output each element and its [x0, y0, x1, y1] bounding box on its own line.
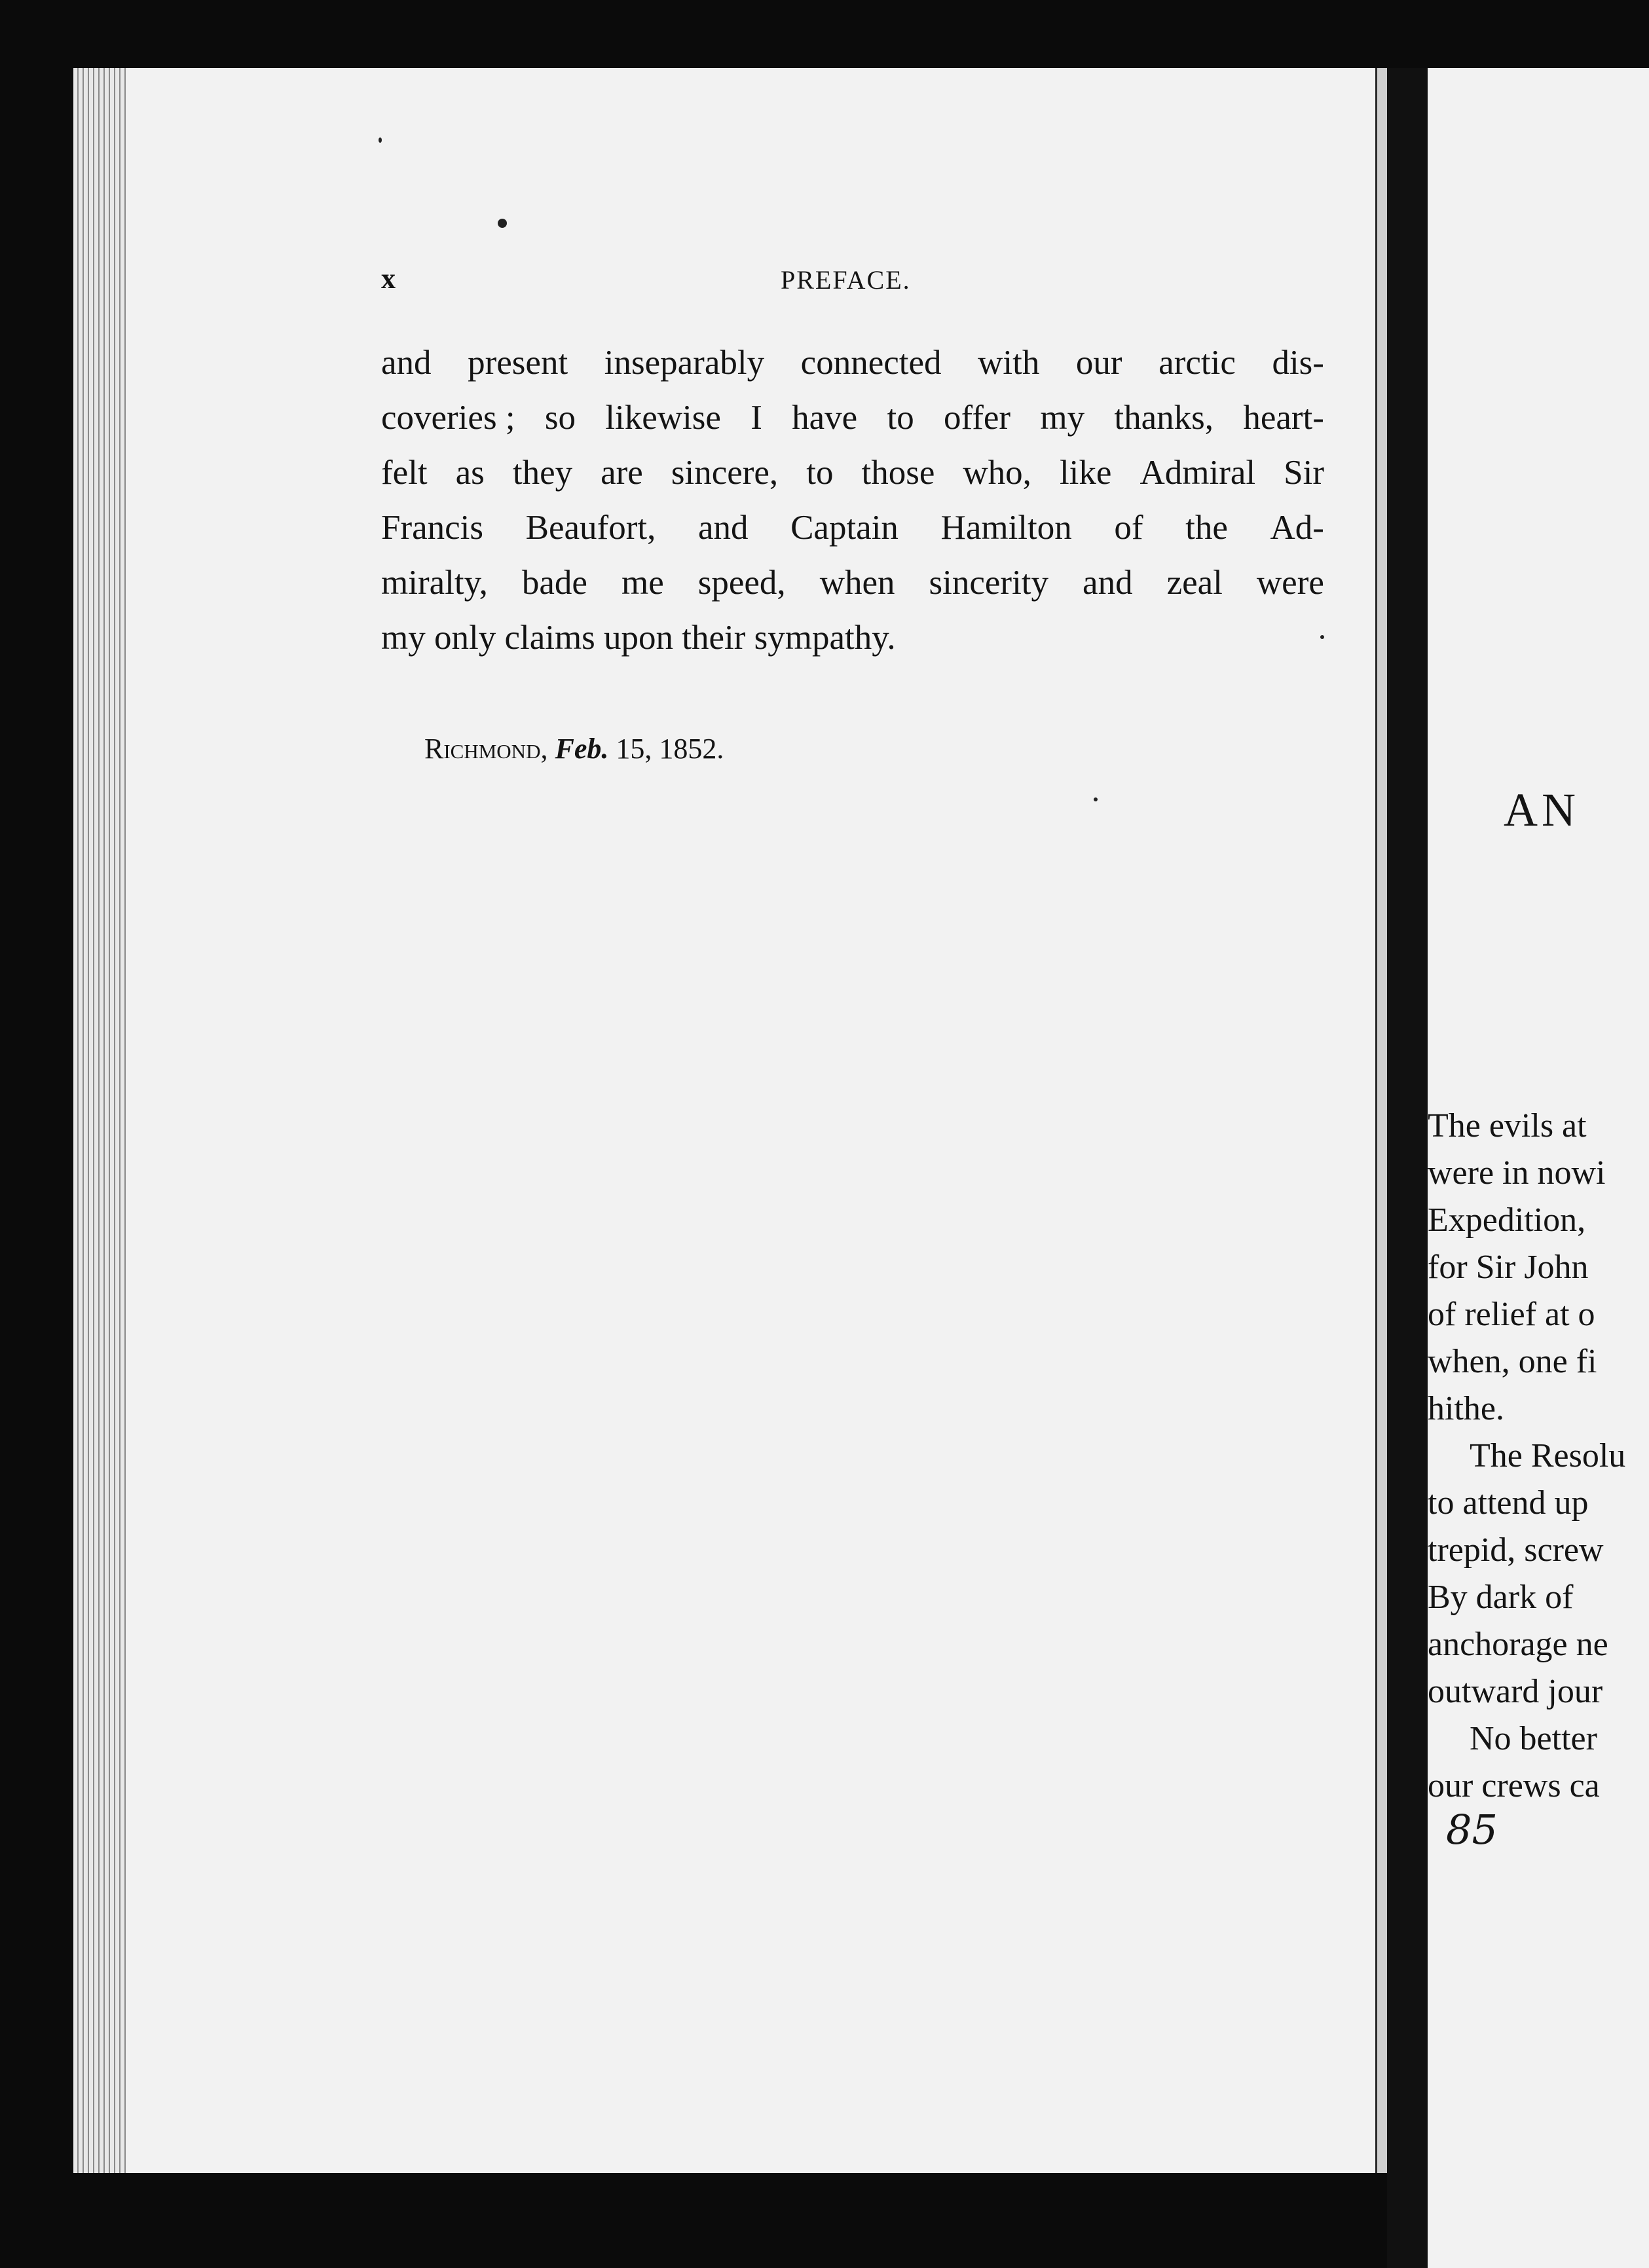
word: my	[1040, 399, 1085, 437]
word: so	[544, 399, 576, 437]
word: Beaufort,	[525, 509, 656, 547]
word: I	[750, 399, 762, 437]
word: sincere,	[671, 454, 779, 492]
word: have	[792, 399, 858, 437]
word: Captain	[790, 509, 899, 547]
word: Sir	[1284, 454, 1324, 492]
word: of	[1114, 509, 1143, 547]
word: thanks,	[1114, 399, 1214, 437]
word: coveries ;	[381, 399, 515, 437]
text-line	[381, 610, 1324, 665]
signature-line	[424, 732, 724, 765]
word: our	[1075, 344, 1122, 382]
text-line: outward jour	[1428, 1673, 1603, 1710]
text-line: our crews ca	[1428, 1767, 1600, 1804]
word: sincerity	[929, 564, 1049, 602]
word: offer	[944, 399, 1011, 437]
word: like	[1059, 454, 1112, 492]
page-number: x	[381, 263, 396, 295]
word: dis-	[1272, 344, 1324, 382]
text-line	[381, 500, 1324, 555]
word: and	[381, 344, 432, 382]
preface-paragraph	[381, 335, 1324, 665]
word: to	[887, 399, 914, 437]
word: those	[861, 454, 935, 492]
signature-place: Richmond,	[424, 733, 548, 765]
word: and	[697, 509, 749, 547]
word: zeal	[1166, 564, 1223, 602]
word: they	[512, 454, 573, 492]
text-line: trepid, screw	[1428, 1531, 1604, 1569]
text-line: of relief at o	[1428, 1296, 1595, 1333]
word: likewise	[605, 399, 721, 437]
text-line: The Resolu	[1470, 1437, 1626, 1474]
text-line	[381, 555, 1324, 610]
text-line: By dark of	[1428, 1579, 1574, 1616]
page-edge-stack	[73, 68, 126, 2173]
chapter-heading: AN	[1504, 784, 1580, 836]
word: present	[468, 344, 568, 382]
word: who,	[963, 454, 1031, 492]
ink-speck	[1320, 635, 1324, 639]
running-head-title: PREFACE.	[781, 265, 911, 295]
word: miralty,	[381, 564, 488, 602]
word: Francis	[381, 509, 484, 547]
text-line: No better	[1470, 1720, 1597, 1757]
word: and	[1083, 564, 1133, 602]
signature-month: Feb.	[555, 733, 609, 765]
text-line: to attend up	[1428, 1484, 1589, 1522]
word: the	[1185, 509, 1228, 547]
text-line	[381, 335, 1324, 390]
text-line	[381, 445, 1324, 500]
word: Ad-	[1270, 509, 1324, 547]
word: Admiral	[1139, 454, 1256, 492]
word: with	[978, 344, 1040, 382]
word: were	[1256, 564, 1324, 602]
word: are	[601, 454, 643, 492]
ink-speck	[1094, 797, 1098, 801]
text-line: Expedition,	[1428, 1201, 1586, 1239]
word: Hamilton	[940, 509, 1072, 547]
word: speed,	[697, 564, 786, 602]
word: bade	[521, 564, 587, 602]
word: felt	[381, 454, 428, 492]
word: inseparably	[604, 344, 765, 382]
word: me	[621, 564, 664, 602]
word: heart-	[1243, 399, 1324, 437]
text-line	[381, 390, 1324, 445]
ink-speck	[379, 137, 382, 143]
gutter-shadow	[1387, 68, 1428, 2268]
text-line: hithe.	[1428, 1390, 1504, 1427]
text-line: anchorage ne	[1428, 1626, 1608, 1663]
text-line: for Sir John	[1428, 1249, 1589, 1286]
word: to	[806, 454, 834, 492]
right-page-text	[1428, 1103, 1649, 1810]
word: connected	[800, 344, 942, 382]
text-line: The evils at	[1428, 1107, 1587, 1144]
word: my only claims upon their sympathy.	[381, 619, 896, 657]
ink-speck	[498, 219, 507, 228]
word: as	[455, 454, 485, 492]
text-line: were in nowi	[1428, 1154, 1606, 1192]
signature-date: 15, 1852.	[616, 733, 724, 765]
word: arctic	[1158, 344, 1236, 382]
text-line: when, one fi	[1428, 1343, 1597, 1380]
word: when	[819, 564, 895, 602]
handwritten-mark: 85	[1446, 1806, 1498, 1854]
